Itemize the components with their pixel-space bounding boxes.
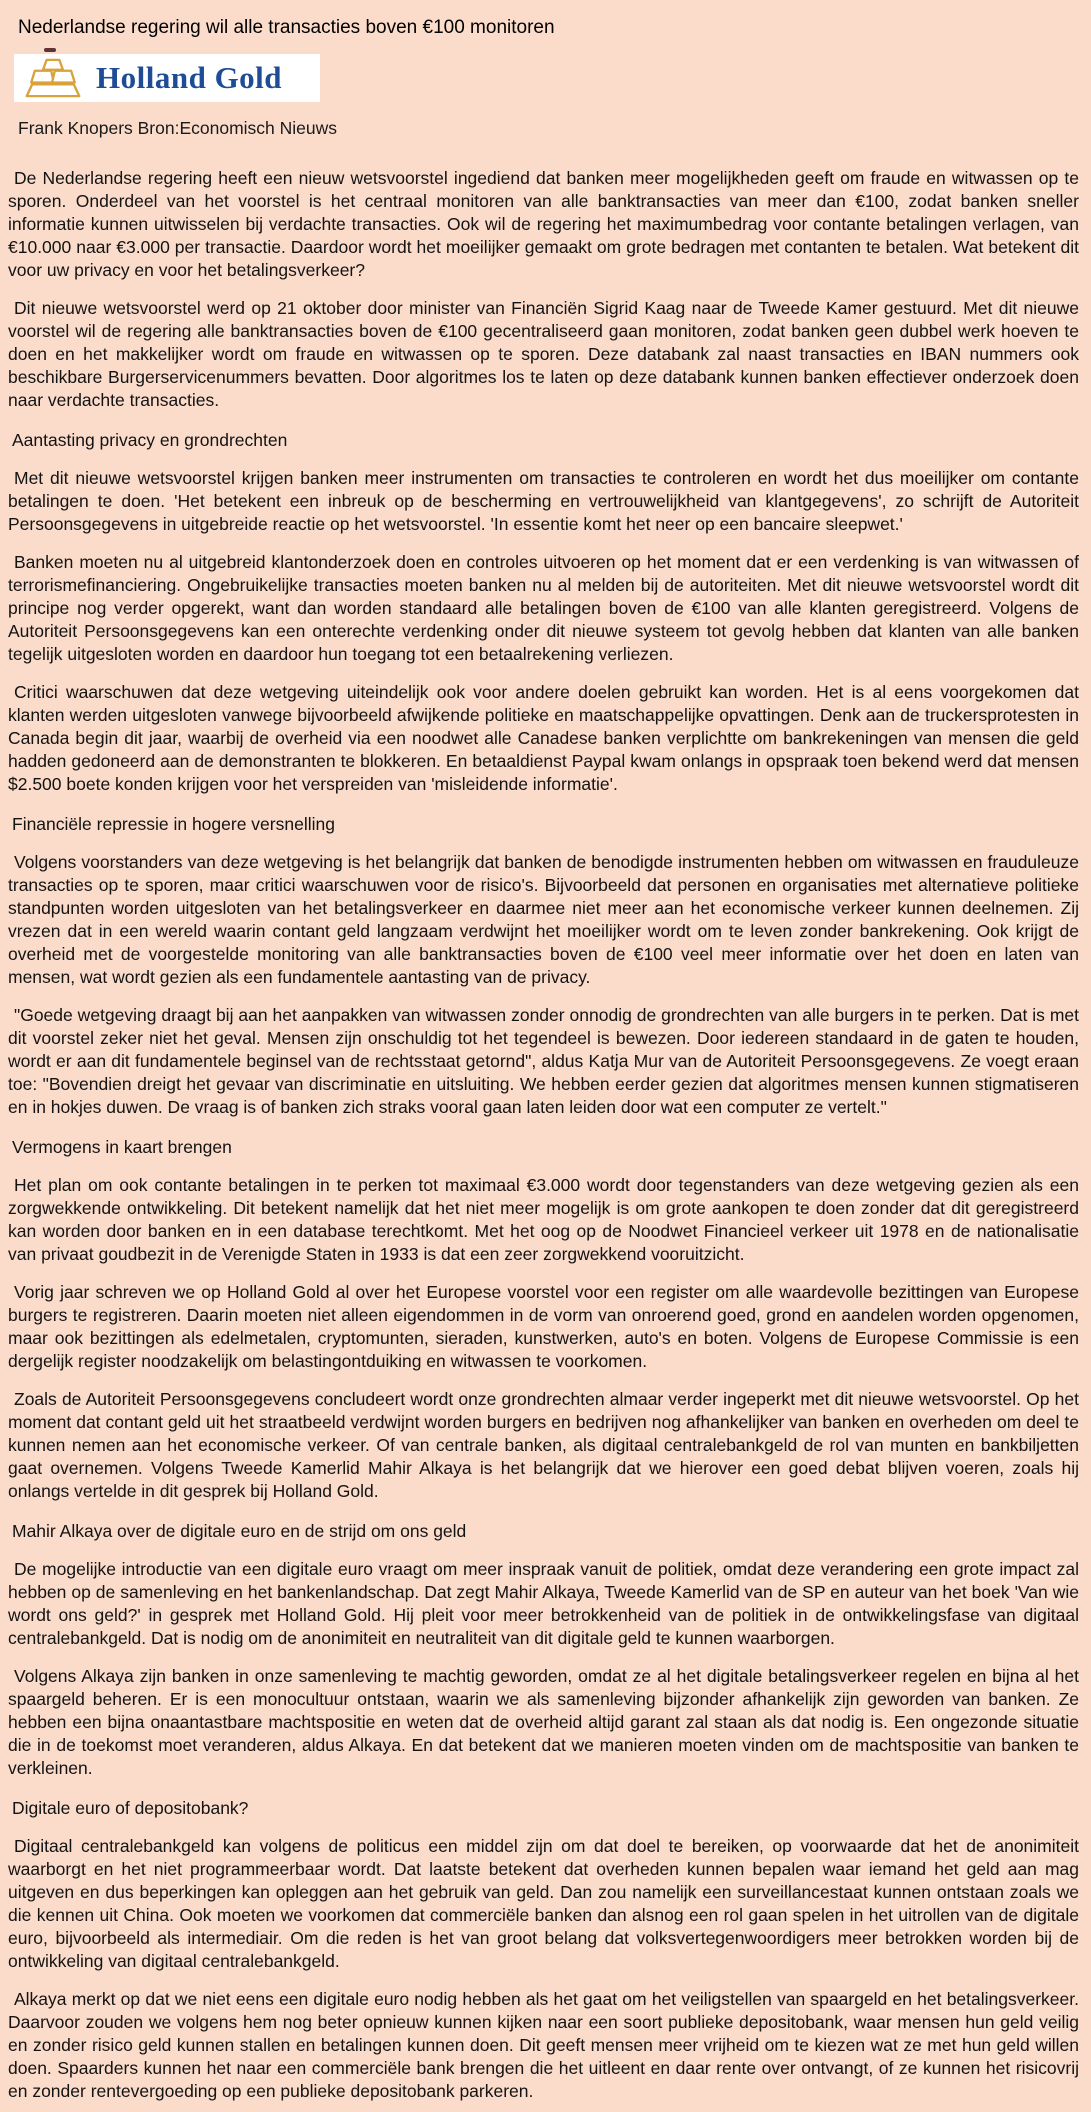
holland-gold-logo <box>14 54 320 102</box>
article-paragraph: De mogelijke introductie van een digitale euro vraagt om meer inspraak vanuit de politiek, omdat deze verandering een grote impact zal hebben op de samenleving en het bankenlandschap. Dat zegt Mahir Alkaya, Tweede Kamerlid van de SP en auteur van het boek 'Van wie wordt ons geld?' in gesprek met Holland Gold. Hij pleit voor meer betrokkenheid van de politiek in de ontwikkelingsfase van digitaal centralebankgeld. Dat is nodig om de anonimiteit en neutraliteit van dit digitale geld te kunnen waarborgen. <box>8 1559 1079 1648</box>
section-heading: Mahir Alkaya over de digitale euro en de strijd om ons geld <box>12 1521 467 1541</box>
section-heading: Vermogens in kaart brengen <box>12 1137 232 1157</box>
gold-bars-icon <box>24 57 82 99</box>
article-paragraph: Zoals de Autoriteit Persoonsgegevens concludeert wordt onze grondrechten almaar verder ingeperkt met dit nieuwe wetsvoorstel. Op het moment dat contant geld uit het straatbeeld verdwijnt worden burgers en bedrijven nog afhankelijker van banken en overheden om deel te kunnen nemen aan het economische verkeer. Of van centrale banken, als digitaal centralebankgeld de rol van munten en bankbiljetten gaat overnemen. Volgens Tweede Kamerlid Mahir Alkaya is het belangrijk dat we hierover een goed debat blijven voeren, zoals hij onlangs vertelde in dit gesprek bij Holland Gold. <box>8 1389 1079 1501</box>
logo-wordmark: Holland Gold <box>96 60 283 95</box>
article-paragraph: Volgens Alkaya zijn banken in onze samenleving te machtig geworden, omdat ze al het digitale betalingsverkeer regelen en bijna al het spaargeld beheren. Er is een monocultuur ontstaan, waarin we als samenleving bijzonder afhankelijk zijn geworden van banken. Ze hebben een bijna onaantastbare machtspositie en weten dat de overheid altijd garant zal staan als dat nodig is. Een ongezonde situatie die in de toekomst moet veranderen, aldus Alkaya. En dat betekent dat we manieren moeten vinden om de machtspositie van banken te verkleinen. <box>8 1666 1079 1778</box>
page-title: Nederlandse regering wil alle transacties boven €100 monitoren <box>18 17 555 38</box>
article-paragraph: Critici waarschuwen dat deze wetgeving uiteindelijk ook voor andere doelen gebruikt kan worden. Het is al eens voorgekomen dat klanten werden uitgesloten vanwege bijvoorbeeld afwijkende politieke en maatschappelijke opvattingen. Denk aan de truckersprotesten in Canada begin dit jaar, waarbij de overheid via een noodwet alle Canadese banken verplichtte om bankrekeningen van mensen die geld hadden gedoneerd aan de demonstranten te blokkeren. En betaaldienst Paypal kwam onlangs in opspraak toen bekend werd dat mensen $2.500 boete konden krijgen voor het verspreiden van 'misleidende informatie'. <box>8 682 1079 794</box>
article-paragraph: Banken moeten nu al uitgebreid klantonderzoek doen en controles uitvoeren op het moment dat er een verdenking is van witwassen of terrorismefinanciering. Ongebruikelijke transacties moeten banken nu al melden bij de autoriteiten. Met dit nieuwe wetsvoorstel wordt dit principe nog verder opgerekt, want dan worden standaard alle betalingen boven de €100 van alle klanten geregistreerd. Volgens de Autoriteit Persoonsgegevens kan een onterechte verdenking onder dit nieuwe systeem tot gevolg hebben dat klanten van alle banken tegelijk uitgesloten worden en daardoor hun toegang tot een betaalrekening verliezen. <box>8 552 1079 664</box>
byline: Frank Knopers Bron:Economisch Nieuws <box>18 118 338 138</box>
article-paragraph: Dit nieuwe wetsvoorstel werd op 21 oktober door minister van Financiën Sigrid Kaag naar de Tweede Kamer gestuurd. Met dit nieuwe voorstel wil de regering alle banktransacties boven de €100 gecentraliseerd gaan monitoren, zodat banken geen dubbel werk hoeven te doen en het makkelijker wordt om fraude en witwassen op te sporen. Deze databank zal naast transacties en IBAN nummers ook beschikbare Burgerservicenummers bevatten. Door algoritmes los te laten op deze databank kunnen banken effectiever onderzoek doen naar verdachte transacties. <box>8 298 1079 410</box>
article-paragraph: Met dit nieuwe wetsvoorstel krijgen banken meer instrumenten om transacties te controleren en wordt het dus moeilijker om contante betalingen te doen. 'Het betekent een inbreuk op de bescherming en vertrouwelijkheid van klantgegevens', zo schrijft de Autoriteit Persoonsgegevens in uitgebreide reactie op het wetsvoorstel. 'In essentie komt het neer op een bancaire sleepwet.' <box>8 468 1079 534</box>
article-paragraph: Vorig jaar schreven we op Holland Gold al over het Europese voorstel voor een register om alle waardevolle bezittingen van Europese burgers te registreren. Daarin moeten niet alleen eigendommen in de vorm van onroerend goed, grond en aandelen worden opgenomen, maar ook bezittingen als edelmetalen, cryptomunten, sieraden, kunstwerken, auto's en boten. Volgens de Europese Commissie is een dergelijk register noodzakelijk om belastingontduiking en witwassen te voorkomen. <box>8 1282 1079 1371</box>
section-heading: Aantasting privacy en grondrechten <box>12 430 288 450</box>
logo-smudge-mark <box>44 48 56 52</box>
section-heading: Financiële repressie in hogere versnelling <box>12 814 335 834</box>
logo-area <box>14 48 1083 102</box>
article-paragraph: De Nederlandse regering heeft een nieuw wetsvoorstel ingediend dat banken meer mogelijkheden geeft om fraude en witwassen op te sporen. Onderdeel van het voorstel is het centraal monitoren van alle banktransacties van meer dan €100, zodat banken sneller informatie kunnen uitwisselen bij verdachte transacties. Ook wil de regering het maximumbedrag voor contante betalingen verlagen, van €10.000 naar €3.000 per transactie. Daardoor wordt het moeilijker gemaakt om grote bedragen met contanten te betalen. Wat betekent dit voor uw privacy en voor het betalingsverkeer? <box>8 168 1079 280</box>
article-paragraph: Alkaya merkt op dat we niet eens een digitale euro nodig hebben als het gaat om het veiligstellen van spaargeld en het betalingsverkeer. Daarvoor zouden we volgens hem nog beter opnieuw kunnen kijken naar een soort publieke depositobank, waar mensen hun geld veilig en zonder risico geld kunnen stallen en betalingen kunnen doen. Dit geeft mensen meer vrijheid om te kiezen wat ze met hun geld willen doen. Spaarders kunnen het naar een commerciële bank brengen die het uitleent en daar rente over ontvangt, of ze kunnen het risicovrij en zonder rentevergoeding op een publieke depositobank parkeren. <box>8 1989 1079 2101</box>
article-paragraph: Digitaal centralebankgeld kan volgens de politicus een middel zijn om dat doel te bereiken, op voorwaarde dat het de anonimiteit waarborgt en het niet programmeerbaar wordt. Dat laatste betekent dat overheden kunnen bepalen waar iemand het geld aan mag uitgeven en dus beperkingen kan opleggen aan het gebruik van geld. Dan zou namelijk een surveillancestaat kunnen ontstaan zoals we die kennen uit China. Ook moeten we voorkomen dat commerciële banken dan alsnog een rol gaan spelen in het uitrollen van de digitale euro, bijvoorbeeld als intermediair. Om die reden is het van groot belang dat volksvertegenwoordigers meer betrokken worden bij de ontwikkeling van digitaal centralebankgeld. <box>8 1836 1079 1971</box>
article-paragraph: Volgens voorstanders van deze wetgeving is het belangrijk dat banken de benodigde instrumenten hebben om witwassen en frauduleuze transacties op te sporen, maar critici waarschuwen voor de risico's. Bijvoorbeeld dat personen en organisaties met alternatieve politieke standpunten worden uitgesloten van het betalingsverkeer en daarmee niet meer aan het economische verkeer kunnen deelnemen. Zij vrezen dat in een wereld waarin contant geld langzaam verdwijnt het moeilijker wordt om te leven zonder bankrekening. Ook krijgt de overheid met de voorgestelde monitoring van alle banktransacties boven de €100 veel meer informatie over het doen en laten van mensen, wat wordt gezien als een fundamentele aantasting van de privacy. <box>8 852 1079 987</box>
article-body <box>8 167 1083 2103</box>
section-heading: Digitale euro of depositobank? <box>12 1798 249 1818</box>
article-paragraph: "Goede wetgeving draagt bij aan het aanpakken van witwassen zonder onnodig de grondrechten van alle burgers in te perken. Dat is met dit voorstel zeker niet het geval. Mensen zijn onschuldig tot het tegendeel is bewezen. Door iedereen standaard in de gaten te houden, wordt er aan dit fundamentele beginsel van de rechtsstaat getornd", aldus Katja Mur van de Autoriteit Persoonsgegevens. Ze voegt eraan toe: "Bovendien dreigt het gevaar van discriminatie en uitsluiting. We hebben eerder gezien dat algoritmes mensen kunnen stigmatiseren en in hokjes duwen. De vraag is of banken zich straks vooral gaan laten leiden door wat een computer ze vertelt." <box>8 1005 1079 1117</box>
article-paragraph: Het plan om ook contante betalingen in te perken tot maximaal €3.000 wordt door tegenstanders van deze wetgeving gezien als een zorgwekkende ontwikkeling. Dit betekent namelijk dat het niet meer mogelijk is om grote aankopen te doen zonder dat dit geregistreerd kan worden door banken en in een database terechtkomt. Met het oog op de Noodwet Financieel verkeer uit 1978 en de nationalisatie van privaat goudbezit in de Verenigde Staten in 1933 is dat een zeer zorgwekkend vooruitzicht. <box>8 1175 1079 1264</box>
